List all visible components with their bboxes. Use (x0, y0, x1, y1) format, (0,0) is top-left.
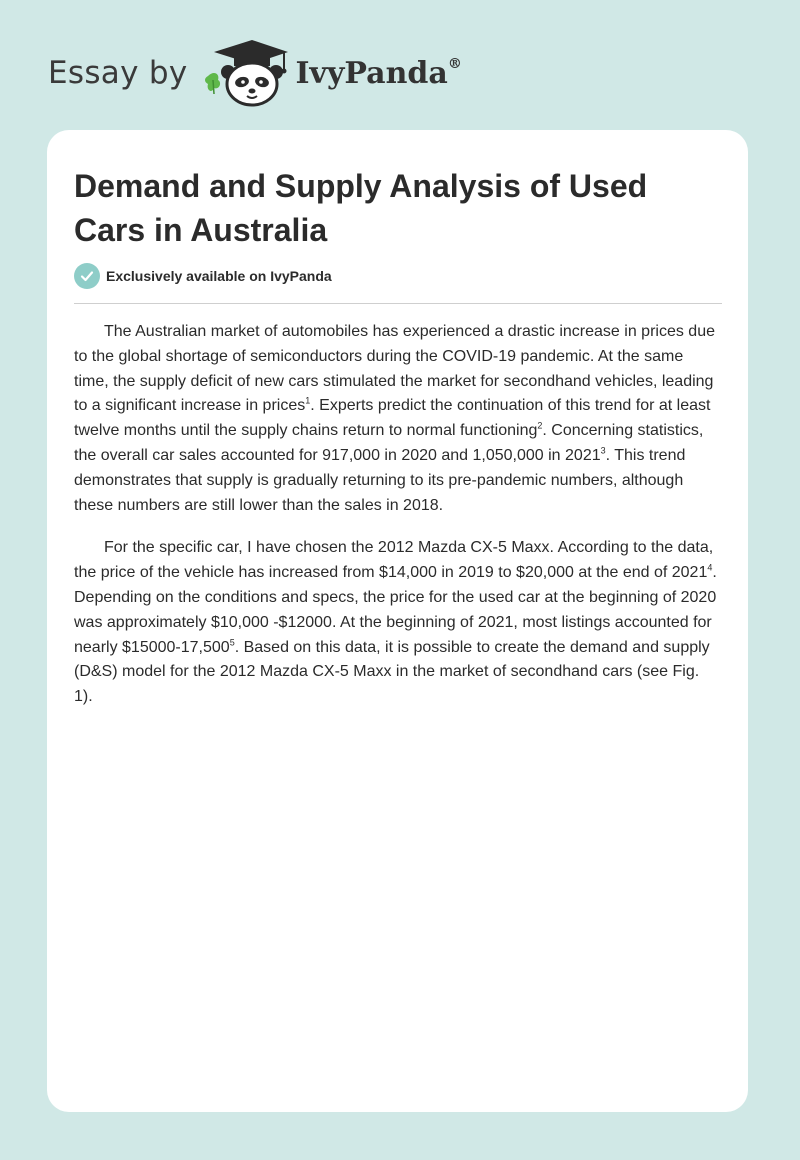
brand-name: IvyPanda® (295, 55, 462, 91)
essay-card (47, 130, 748, 1112)
footnote-ref: 3 (600, 445, 606, 456)
brand-prefix: Essay by (48, 55, 188, 91)
footnote-ref: 2 (537, 420, 543, 431)
badge-label: Exclusively available on IvyPanda (106, 268, 332, 284)
footnote-ref: 5 (229, 637, 235, 648)
checkmark-icon (74, 263, 100, 289)
brand-header[interactable] (48, 38, 462, 108)
divider (74, 303, 722, 304)
footnote-ref: 1 (305, 396, 311, 407)
panda-logo-icon (204, 38, 294, 108)
page-title: Demand and Supply Analysis of Used Cars in Australia (74, 168, 648, 248)
paragraph-1: The Australian market of automobiles has experienced a drastic increase in prices due to the global shortage of semiconductors during the COVID-19 pandemic. At the same time, the supply deficit of new cars stimulated the market for secondhand vehicles, leading to a significant increase in prices$^1$. Experts predict the continuation of this trend for at least twelve months until the supply chains return to normal functioning$^2$. Concerning statistics, the overall car sales accounted for 917,000 in 2020 and 1,050,000 in 2021$^3$. This trend demonstrates that supply is gradually returning to its pre-pandemic numbers, although these numbers are still lower than the sales in 2018. (74, 323, 715, 514)
paragraph-2: For the specific car, I have chosen the 2012 Mazda CX-5 Maxx. According to the data, the price of the vehicle has increased from $14,000 in 2019 to $20,000 at the end of 2021$^4$. Depending on the conditions and specs, the price for the used car at the beginning of 2020 was approximately $10,000 -$12000. At the beginning of 2021, most listings accounted for nearly $15000-17,500$^5$. Based on this data, it is possible to create the demand and supply (D&S) model for the 2012 Mazda CX-5 Maxx in the market of secondhand cars (see Fig. 1). (74, 539, 717, 706)
exclusive-badge (74, 263, 332, 289)
footnote-ref: 4 (707, 562, 713, 573)
essay-body (74, 320, 722, 728)
